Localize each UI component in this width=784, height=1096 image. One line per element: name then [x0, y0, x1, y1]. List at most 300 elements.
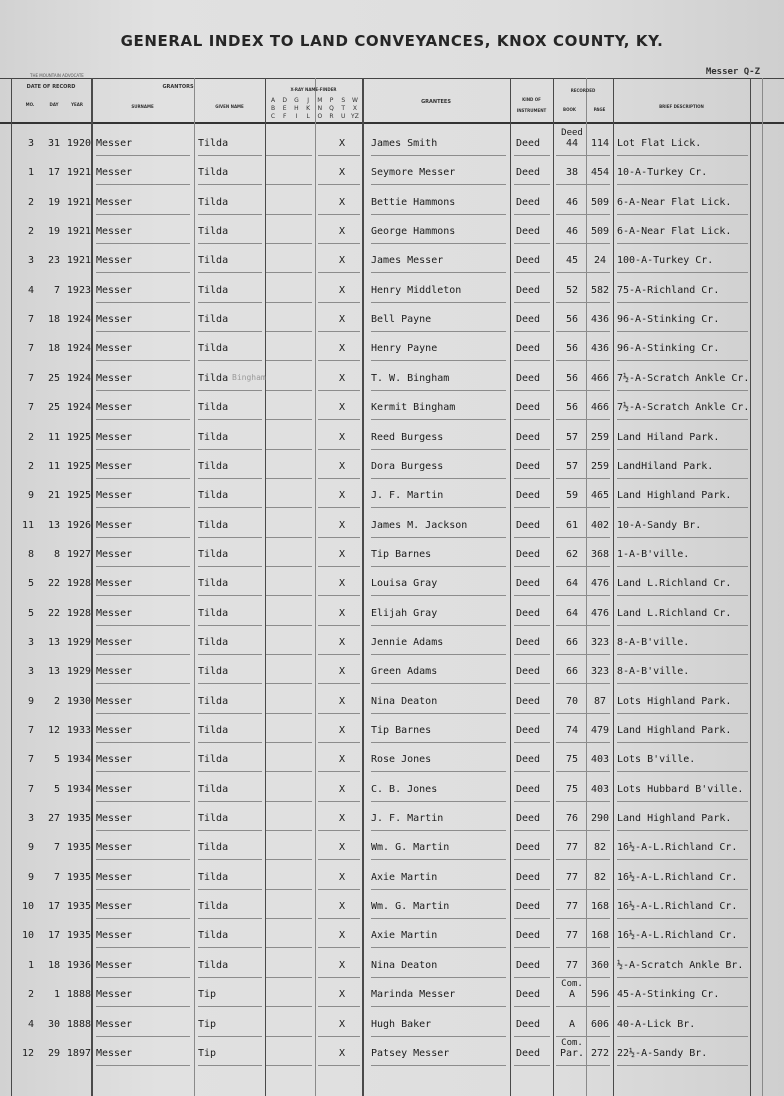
record-day: 13: [47, 666, 60, 678]
record-row: [0, 1037, 784, 1068]
entry-underline: [318, 742, 360, 743]
grantor-given-name: Tilda: [198, 783, 229, 795]
header-day: DAY: [49, 102, 59, 107]
entry-underline: [617, 713, 748, 714]
brief-description: 96-A-Stinking Cr.: [617, 343, 720, 355]
record-year: 1933: [66, 725, 91, 736]
entry-underline: [371, 977, 506, 978]
record-year: 1920: [66, 138, 91, 149]
entry-underline: [96, 566, 190, 567]
entry-underline: [514, 507, 550, 508]
grantor-given-name: Tilda: [198, 490, 229, 502]
grantee-name: Axie Martin: [371, 871, 438, 883]
grantee-name: Hugh Baker: [371, 1018, 432, 1030]
name-finder-mark: X: [339, 959, 346, 971]
entry-underline: [266, 155, 312, 156]
entry-underline: [556, 801, 610, 802]
record-page: 596: [590, 989, 610, 1001]
index-range-label: Messer Q-Z: [705, 67, 760, 77]
record-year: 1921: [66, 196, 91, 208]
brief-description: 40-A-Lick Br.: [617, 1018, 696, 1030]
grantor-surname: Messer: [96, 636, 133, 648]
entry-underline: [371, 801, 506, 802]
entry-underline: [371, 243, 506, 244]
brief-description: 6-A-Near Flat Lick.: [617, 196, 732, 208]
entry-underline: [371, 1065, 506, 1066]
entry-underline: [318, 918, 360, 919]
grantee-name: Elijah Gray: [371, 607, 438, 619]
grantor-surname: Messer: [96, 754, 133, 766]
instrument-kind: Deed: [516, 989, 541, 1001]
name-finder-mark: X: [339, 372, 346, 384]
name-finder-mark: X: [339, 196, 346, 208]
entry-underline: [266, 801, 312, 802]
entry-underline: [371, 889, 506, 890]
entry-underline: [266, 243, 312, 244]
grantor-given-name: Tilda: [198, 314, 229, 326]
entry-underline: [318, 889, 360, 890]
record-day: 7: [53, 842, 60, 854]
grantee-name: Seymore Messer: [371, 167, 456, 179]
brief-description: 16½-A-L.Richland Cr.: [617, 930, 738, 942]
entry-underline: [617, 918, 748, 919]
grantor-surname: Messer: [96, 813, 133, 825]
grantor-given-name: Tilda: [198, 930, 229, 942]
entry-underline: [514, 184, 550, 185]
name-finder-mark: X: [339, 871, 346, 883]
record-row: [0, 167, 784, 187]
entry-underline: [514, 1036, 550, 1037]
record-book: 70: [565, 695, 579, 707]
record-row: [0, 979, 784, 1009]
header-name-finder: X-RAY NAME-FINDER: [290, 87, 337, 92]
entry-underline: [617, 977, 748, 978]
grantor-given-name: Tilda: [198, 255, 229, 267]
header-grantees: GRANTEES: [421, 99, 451, 105]
record-page: 509: [590, 196, 610, 208]
name-finder-mark: X: [339, 548, 346, 560]
entry-underline: [617, 1006, 748, 1007]
header-recorded: RECORDED: [570, 88, 596, 93]
entry-underline: [266, 1036, 312, 1037]
record-year: 1929: [66, 636, 91, 648]
record-book: 75: [565, 783, 579, 795]
grantee-name: Kermit Bingham: [371, 402, 456, 414]
record-month: 8: [27, 548, 34, 560]
entry-underline: [198, 272, 262, 273]
entry-underline: [617, 243, 748, 244]
entry-underline: [617, 771, 748, 772]
record-year: 1935: [66, 930, 91, 942]
entry-underline: [198, 331, 262, 332]
header-book: BOOK: [563, 107, 576, 112]
brief-description: ½-A-Scratch Ankle Br.: [617, 959, 744, 971]
entry-underline: [198, 859, 262, 860]
record-book: 56: [565, 372, 579, 384]
record-row: [0, 696, 784, 716]
entry-underline: [556, 918, 610, 919]
entry-underline: [617, 302, 748, 303]
name-finder-mark: X: [339, 255, 346, 267]
grantor-given-name: Tilda: [198, 607, 229, 619]
name-finder-mark: X: [339, 901, 346, 913]
header-grantors: GRANTORS: [162, 84, 194, 90]
record-day: 21: [47, 490, 60, 502]
entry-underline: [96, 1006, 190, 1007]
instrument-kind: Deed: [516, 871, 541, 883]
entry-underline: [198, 507, 262, 508]
record-month: 3: [27, 813, 34, 825]
brief-description: 75-A-Richland Cr.: [617, 284, 720, 296]
record-month: 2: [27, 196, 34, 208]
entry-underline: [556, 419, 610, 420]
record-month: 7: [27, 314, 34, 326]
entry-underline: [617, 419, 748, 420]
instrument-kind: Deed: [516, 1047, 541, 1059]
record-book: 56: [565, 314, 579, 326]
record-book: 45: [565, 255, 579, 267]
record-page: 466: [590, 372, 610, 384]
grantor-surname: Messer: [96, 901, 133, 913]
entry-underline: [266, 331, 312, 332]
record-month: 1: [27, 167, 34, 179]
entry-underline: [371, 625, 506, 626]
entry-underline: [318, 449, 360, 450]
entry-underline: [266, 713, 312, 714]
entry-underline: [318, 771, 360, 772]
entry-underline: [514, 977, 550, 978]
record-row: [0, 784, 784, 804]
grantor-given-name: Tilda: [198, 901, 229, 913]
entry-underline: [266, 918, 312, 919]
entry-underline: [266, 947, 312, 948]
entry-underline: [617, 184, 748, 185]
grantee-name: Nina Deaton: [371, 695, 438, 707]
entry-underline: [514, 859, 550, 860]
entry-underline: [96, 1065, 190, 1066]
record-row: [0, 373, 784, 393]
entry-underline: [556, 272, 610, 273]
record-row: [0, 490, 784, 510]
record-year: 1924: [66, 372, 91, 384]
entry-underline: [556, 243, 610, 244]
grantee-name: C. B. Jones: [371, 783, 438, 795]
entry-underline: [96, 977, 190, 978]
record-book: 61: [565, 519, 579, 531]
entry-underline: [96, 654, 190, 655]
entry-underline: [371, 214, 506, 215]
record-day: 17: [47, 167, 60, 179]
header-date-of-record: DATE OF RECORD: [26, 84, 76, 90]
record-day: 13: [47, 519, 60, 531]
entry-underline: [556, 947, 610, 948]
record-book: 66: [565, 666, 579, 678]
record-month: 7: [27, 402, 34, 414]
record-day: 17: [47, 930, 60, 942]
brief-description: 16½-A-L.Richland Cr.: [617, 901, 738, 913]
finder-letters-stu: S T U: [341, 97, 346, 120]
grantor-surname: Messer: [96, 695, 133, 707]
grantor-surname: Messer: [96, 138, 133, 149]
entry-underline: [371, 595, 506, 596]
instrument-kind: Deed: [516, 842, 541, 854]
record-month: 10: [21, 930, 34, 942]
entry-underline: [556, 1006, 610, 1007]
entry-underline: [556, 155, 610, 156]
grantee-name: James Smith: [371, 138, 438, 149]
entry-underline: [371, 419, 506, 420]
entry-underline: [556, 214, 610, 215]
entry-underline: [617, 272, 748, 273]
entry-underline: [318, 859, 360, 860]
record-year: 1888: [66, 1018, 91, 1030]
entry-underline: [556, 771, 610, 772]
entry-underline: [514, 214, 550, 215]
record-year: 1925: [66, 431, 91, 443]
entry-underline: [556, 830, 610, 831]
record-row: [0, 285, 784, 305]
record-day: 1: [53, 989, 60, 1001]
record-row: [0, 725, 784, 745]
entry-underline: [198, 390, 262, 391]
grantee-name: Bell Payne: [371, 314, 432, 326]
entry-underline: [514, 801, 550, 802]
entry-underline: [514, 419, 550, 420]
entry-underline: [266, 360, 312, 361]
entry-underline: [617, 1065, 748, 1066]
grantor-given-name: Tilda: [198, 871, 229, 883]
record-page: 466: [590, 402, 610, 414]
grantor-given-annotation: Bingham: [232, 372, 266, 382]
record-page: 87: [593, 695, 607, 707]
grantor-given-name: Tilda: [198, 548, 229, 560]
record-year: 1930: [66, 695, 91, 707]
instrument-kind: Deed: [516, 490, 541, 502]
entry-underline: [371, 1006, 506, 1007]
record-month: 9: [27, 842, 34, 854]
instrument-kind: Deed: [516, 226, 541, 238]
grantor-surname: Messer: [96, 607, 133, 619]
entry-underline: [266, 184, 312, 185]
brief-description: Land Highland Park.: [617, 725, 732, 736]
entry-underline: [617, 390, 748, 391]
name-finder-mark: X: [339, 636, 346, 648]
brief-description: Land Highland Park.: [617, 813, 732, 825]
entry-underline: [266, 449, 312, 450]
entry-underline: [617, 683, 748, 684]
record-day: 25: [47, 372, 60, 384]
record-year: 1935: [66, 813, 91, 825]
record-day: 2: [53, 695, 60, 707]
record-row: [0, 314, 784, 334]
entry-underline: [371, 390, 506, 391]
brief-description: 16½-A-L.Richland Cr.: [617, 871, 738, 883]
grantor-surname: Messer: [96, 959, 133, 971]
record-page: 403: [590, 783, 610, 795]
entry-underline: [617, 595, 748, 596]
record-page: 465: [590, 490, 610, 502]
record-year: 1936: [66, 959, 91, 971]
entry-underline: [556, 537, 610, 538]
entry-underline: [96, 625, 190, 626]
record-year: 1924: [66, 314, 91, 326]
record-row: [0, 578, 784, 598]
entry-underline: [617, 830, 748, 831]
record-row: [0, 608, 784, 628]
grantor-surname: Messer: [96, 725, 133, 736]
entry-underline: [514, 889, 550, 890]
entry-underline: [617, 507, 748, 508]
entry-underline: [96, 713, 190, 714]
grantor-given-name: Tip: [198, 1047, 217, 1059]
record-year: 1934: [66, 783, 91, 795]
brief-description: 1-A-B'ville.: [617, 548, 690, 560]
header-surname: SURNAME: [131, 104, 154, 109]
record-year: 1928: [66, 607, 91, 619]
entry-underline: [318, 214, 360, 215]
record-month: 11: [21, 519, 34, 531]
entry-underline: [371, 507, 506, 508]
instrument-kind: Deed: [516, 167, 541, 179]
record-row: [0, 197, 784, 217]
grantee-name: George Hammons: [371, 226, 456, 238]
brief-description: 7½-A-Scratch Ankle Cr.: [617, 372, 750, 384]
record-month: 12: [21, 1047, 34, 1059]
entry-underline: [198, 1036, 262, 1037]
entry-underline: [371, 566, 506, 567]
entry-underline: [556, 360, 610, 361]
header-page: PAGE: [593, 107, 606, 112]
grantor-surname: Messer: [96, 402, 133, 414]
entry-underline: [198, 214, 262, 215]
entry-underline: [514, 155, 550, 156]
entry-underline: [617, 214, 748, 215]
grantor-given-name: Tilda: [198, 695, 229, 707]
entry-underline: [371, 1036, 506, 1037]
entry-underline: [318, 947, 360, 948]
entry-underline: [371, 331, 506, 332]
instrument-kind: Deed: [516, 402, 541, 414]
grantor-surname: Messer: [96, 167, 133, 179]
header-given-name: GIVEN NAME: [215, 104, 244, 109]
entry-underline: [96, 801, 190, 802]
entry-underline: [318, 654, 360, 655]
record-page: 82: [593, 871, 607, 883]
record-day: 11: [47, 431, 60, 443]
grantor-given-name: Tilda: [198, 431, 229, 443]
instrument-kind: Deed: [516, 372, 541, 384]
name-finder-mark: X: [339, 284, 346, 296]
name-finder-mark: X: [339, 930, 346, 942]
entry-underline: [96, 272, 190, 273]
entry-underline: [514, 449, 550, 450]
entry-underline: [96, 947, 190, 948]
entry-underline: [514, 918, 550, 919]
grantor-given-name: Tilda: [198, 226, 229, 238]
finder-letters-def: D E F: [282, 97, 288, 120]
record-day: 22: [47, 578, 60, 590]
entry-underline: [371, 771, 506, 772]
grantor-surname: Messer: [96, 783, 133, 795]
grantor-surname: Messer: [96, 343, 133, 355]
entry-underline: [617, 801, 748, 802]
entry-underline: [318, 537, 360, 538]
instrument-kind: Deed: [516, 255, 541, 267]
entry-underline: [266, 1006, 312, 1007]
record-month: 3: [27, 666, 34, 678]
name-finder-mark: X: [339, 402, 346, 414]
entry-underline: [514, 243, 550, 244]
instrument-kind: Deed: [516, 431, 541, 443]
instrument-kind: Deed: [516, 578, 541, 590]
instrument-kind: Deed: [516, 314, 541, 326]
grantor-given-name: Tilda: [198, 666, 229, 678]
entry-underline: [96, 859, 190, 860]
entry-underline: [617, 449, 748, 450]
grantor-surname: Messer: [96, 930, 133, 942]
entry-underline: [514, 947, 550, 948]
header-year: YEAR: [71, 102, 83, 107]
entry-underline: [318, 830, 360, 831]
name-finder-mark: X: [339, 431, 346, 443]
grantee-name: Dora Burgess: [371, 460, 444, 472]
entry-underline: [96, 155, 190, 156]
record-book: 75: [565, 754, 579, 766]
grantor-surname: Messer: [96, 226, 133, 238]
brief-description: Land Hiland Park.: [617, 431, 720, 443]
record-page: 454: [590, 167, 610, 179]
entry-underline: [96, 595, 190, 596]
grantor-surname: Messer: [96, 1018, 133, 1030]
grantee-name: Rose Jones: [371, 754, 432, 766]
entry-underline: [371, 947, 506, 948]
name-finder-mark: X: [339, 725, 346, 736]
entry-underline: [318, 1036, 360, 1037]
brief-description: 7½-A-Scratch Ankle Cr.: [617, 402, 750, 414]
record-year: 1926: [66, 519, 91, 531]
record-page: 476: [590, 607, 610, 619]
entry-underline: [556, 184, 610, 185]
grantee-name: Marinda Messer: [371, 989, 456, 1001]
entry-underline: [96, 683, 190, 684]
record-year: 1935: [66, 871, 91, 883]
grantor-surname: Messer: [96, 519, 133, 531]
grantee-name: J. F. Martin: [371, 813, 444, 825]
entry-underline: [198, 419, 262, 420]
entry-underline: [198, 947, 262, 948]
record-month: 7: [27, 783, 34, 795]
entry-underline: [617, 537, 748, 538]
name-finder-mark: X: [339, 460, 346, 472]
entry-underline: [96, 830, 190, 831]
brief-description: 96-A-Stinking Cr.: [617, 314, 720, 326]
entry-underline: [96, 742, 190, 743]
entry-underline: [96, 243, 190, 244]
entry-underline: [318, 419, 360, 420]
entry-underline: [266, 742, 312, 743]
entry-underline: [96, 302, 190, 303]
entry-underline: [514, 566, 550, 567]
entry-underline: [266, 566, 312, 567]
entry-underline: [198, 478, 262, 479]
record-day: 18: [47, 314, 60, 326]
entry-underline: [371, 155, 506, 156]
grantor-given-name: Tilda: [198, 460, 229, 472]
record-day: 7: [53, 871, 60, 883]
entry-underline: [96, 771, 190, 772]
grantee-name: James M. Jackson: [371, 519, 468, 531]
record-book: 46: [565, 196, 579, 208]
